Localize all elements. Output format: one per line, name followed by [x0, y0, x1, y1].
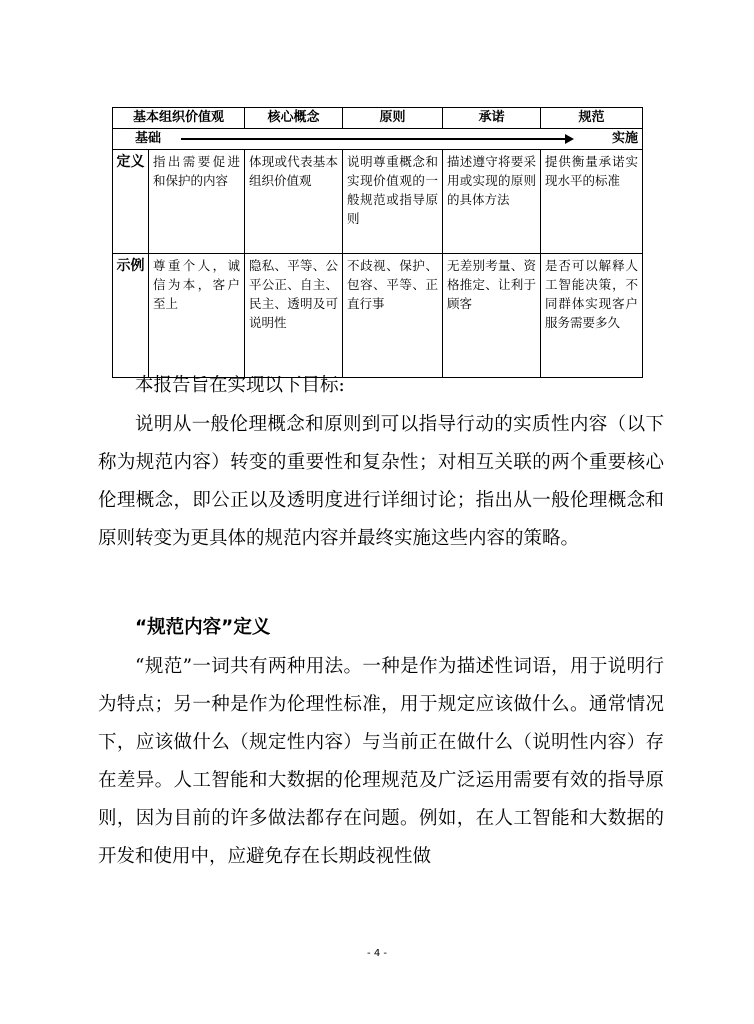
header-cell: 承诺 [443, 108, 541, 129]
goals-paragraph: 说明从一般伦理概念和原则到可以指导行动的实质性内容（以下称为规范内容）转变的重要性和复杂性；对相互关联的两个重要核心伦理概念，即公正以及透明度进行详细讨论；指出从一般伦理概念和原则转变为更具体的规范内容并最终实施这些内容的策略。 [98, 414, 664, 549]
table-cell: 指出需要促进和保护的内容 [149, 150, 245, 254]
arrow-head-icon [565, 134, 574, 144]
header-cell: 基本组织价值观 [113, 108, 245, 129]
arrow-start-label: 基础 [135, 131, 162, 146]
row-label: 定义 [113, 150, 149, 254]
table-cell: 不歧视、保护、包容、平等、正直行事 [343, 254, 443, 378]
arrow-end-label: 实施 [612, 131, 639, 146]
table-cell: 体现或代表基本组织价值观 [245, 150, 343, 254]
page-number: - 4 - [367, 948, 387, 959]
header-cell: 核心概念 [245, 108, 343, 129]
definition-paragraph: “规范”一词共有两种用法。一种是作为描述性词语，用于说明行为特点；另一种是作为伦理性标准，用于规定应该做什么。通常情况下，应该做什么（规定性内容）与当前正在做什么（说明性内容）存在差异。人工智能和大数据的伦理规范及广泛运用需要有效的指导原则，因为目前的许多做法都存在问题。例如，在人工智能和大数据的开发和使用中，应避免存在长期歧视性做 [98, 656, 664, 867]
arrow-row [113, 129, 643, 150]
table-cell: 尊重个人，诚信为本，客户至上 [149, 254, 245, 378]
table-cell: 隐私、平等、公平公正、自主、民主、透明及可说明性 [245, 254, 343, 378]
table-row [113, 254, 643, 378]
table-cell: 描述遵守将要采用或实现的原则的具体方法 [443, 150, 541, 254]
table-cell: 说明尊重概念和实现价值观的一般规范或指导原则 [343, 150, 443, 254]
progress-arrow [181, 138, 566, 140]
header-cell: 规范 [541, 108, 643, 129]
header-cell: 原则 [343, 108, 443, 129]
table-header-row [113, 108, 643, 129]
section-heading: “规范内容”定义 [135, 617, 271, 638]
table-cell: 无差别考量、资格推定、让利于顾客 [443, 254, 541, 378]
table-cell: 提供衡量承诺实现水平的标准 [541, 150, 643, 254]
table-cell: 是否可以解释人工智能决策，不同群体实现客户服务需要多久 [541, 254, 643, 378]
values-table [112, 107, 643, 378]
row-label: 示例 [113, 254, 149, 378]
intro-paragraph: 本报告旨在实现以下目标: [135, 375, 345, 396]
table-row [113, 150, 643, 254]
